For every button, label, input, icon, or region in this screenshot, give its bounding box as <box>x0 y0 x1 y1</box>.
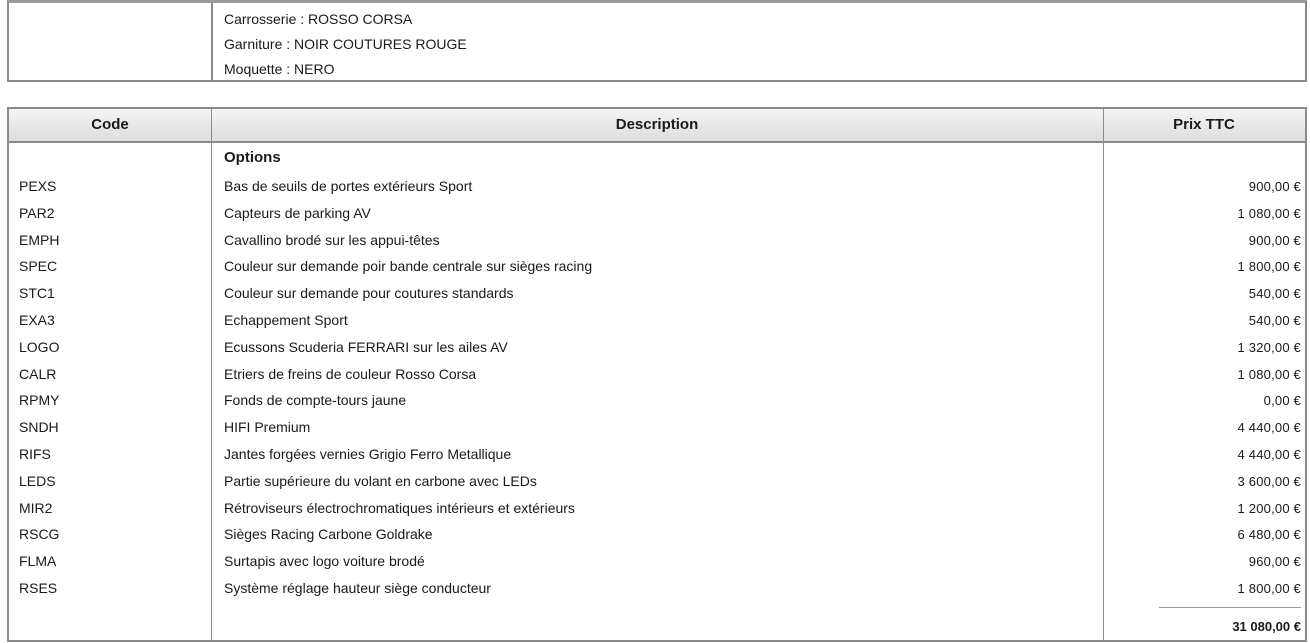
row-price: 1 800,00 € <box>1237 259 1301 275</box>
row-description: Couleur sur demande poir bande centrale sur sièges racing <box>224 258 593 275</box>
table-row <box>9 174 1305 201</box>
row-code: RIFS <box>19 446 51 462</box>
row-code: RSES <box>19 580 58 596</box>
row-price: 3 600,00 € <box>1237 473 1301 489</box>
row-description: Jantes forgées vernies Grigio Ferro Metallique <box>224 446 512 462</box>
row-code: LEDS <box>19 472 56 489</box>
row-code: SPEC <box>19 258 58 275</box>
row-description: Etriers de freins de couleur Rosso Corsa <box>224 365 477 382</box>
table-row <box>9 522 1305 549</box>
row-description: Système réglage hauteur siège conducteur <box>224 580 491 596</box>
row-price: 6 480,00 € <box>1237 527 1301 543</box>
row-description: Capteurs de parking AV <box>224 204 371 221</box>
row-code: PAR2 <box>19 204 55 221</box>
row-price: 540,00 € <box>1248 286 1301 302</box>
table-row <box>9 576 1305 603</box>
row-price: 900,00 € <box>1248 232 1301 248</box>
section-title-options: Options <box>224 149 281 166</box>
table-row <box>9 228 1305 255</box>
row-description: HIFI Premium <box>224 419 311 436</box>
table-row <box>9 281 1305 308</box>
row-description: Surtapis avec logo voiture brodé <box>224 553 425 570</box>
row-price: 1 800,00 € <box>1237 581 1301 596</box>
table-row <box>9 254 1305 281</box>
row-code: PEXS <box>19 178 57 194</box>
row-description: Bas de seuils de portes extérieurs Sport <box>224 178 473 194</box>
table-row <box>9 388 1305 415</box>
header-code: Code <box>91 116 129 133</box>
row-description: Partie supérieure du volant en carbone avec LEDs <box>224 472 537 489</box>
row-description: Ecussons Scuderia FERRARI sur les ailes AV <box>224 338 508 355</box>
row-code: FLMA <box>19 553 57 570</box>
table-row <box>9 549 1305 576</box>
table-row <box>9 335 1305 362</box>
header-description: Description <box>615 116 699 133</box>
row-code: MIR2 <box>19 499 53 516</box>
row-price: 1 200,00 € <box>1237 500 1301 516</box>
row-price: 1 320,00 € <box>1237 339 1301 355</box>
header-price: Prix TTC <box>1173 116 1235 133</box>
row-code: EXA3 <box>19 312 55 328</box>
table-header <box>9 109 1305 143</box>
total-price: 31 080,00 € <box>1232 619 1301 634</box>
table-row <box>9 415 1305 442</box>
carrosserie-line: Carrosserie : ROSSO CORSA <box>224 11 413 27</box>
row-description: Couleur sur demande pour coutures standards <box>224 285 514 302</box>
row-code: CALR <box>19 365 57 382</box>
color-spec-box <box>7 0 1307 82</box>
row-code: LOGO <box>19 338 60 355</box>
row-price: 540,00 € <box>1248 313 1301 328</box>
table-row <box>9 308 1305 335</box>
row-price: 1 080,00 € <box>1237 366 1301 382</box>
row-price: 0,00 € <box>1263 393 1301 409</box>
row-price: 1 080,00 € <box>1237 205 1301 221</box>
row-description: Echappement Sport <box>224 312 348 328</box>
garniture-line: Garniture : NOIR COUTURES ROUGE <box>224 36 467 52</box>
row-price: 960,00 € <box>1248 554 1301 570</box>
row-price: 900,00 € <box>1248 179 1301 194</box>
row-code: EMPH <box>19 231 60 248</box>
row-code: SNDH <box>19 419 59 436</box>
row-code: STC1 <box>19 285 55 302</box>
moquette-line: Moquette : NERO <box>224 61 335 77</box>
row-price: 4 440,00 € <box>1237 447 1301 462</box>
row-description: Sièges Racing Carbone Goldrake <box>224 526 433 543</box>
row-price: 4 440,00 € <box>1237 420 1301 436</box>
table-row <box>9 442 1305 469</box>
row-code: RSCG <box>19 526 60 543</box>
row-description: Fonds de compte-tours jaune <box>224 392 407 409</box>
table-row <box>9 469 1305 496</box>
total-rule <box>1159 607 1301 608</box>
table-row <box>9 201 1305 228</box>
row-code: RPMY <box>19 392 60 409</box>
options-table <box>7 107 1307 642</box>
table-row <box>9 496 1305 523</box>
row-description: Cavallino brodé sur les appui-têtes <box>224 231 440 248</box>
color-box-divider <box>211 3 213 80</box>
row-description: Rétroviseurs électrochromatiques intérieurs et extérieurs <box>224 499 575 516</box>
table-row <box>9 362 1305 389</box>
